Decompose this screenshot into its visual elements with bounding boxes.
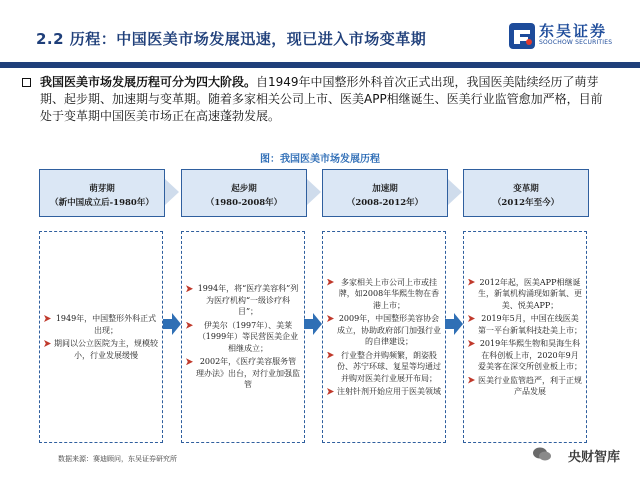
checkbox-bullet-icon (22, 78, 31, 87)
phase-name: 起步期 (231, 184, 257, 194)
intro-bold-lead: 我国医美市场发展历程可分为四大阶段。 (40, 75, 257, 89)
phase-name: 变革期 (513, 184, 539, 194)
logo-icon (508, 22, 536, 50)
phase-years: （2012年至今） (492, 198, 560, 208)
phase-years: （新中国成立后-1980年） (50, 198, 154, 208)
phase-detail-4 (463, 231, 587, 443)
phase-detail-1 (39, 231, 163, 443)
list-item: 2002年，《医疗美容服务管理办法》出台，对行业加强监管 (186, 356, 300, 391)
wechat-icon (532, 446, 552, 462)
chevron-right-icon (448, 179, 462, 205)
phase-detail-3 (322, 231, 446, 443)
bullet-arrow-icon (44, 340, 51, 347)
list-item: 2009年，中国整形美容协会成立，协助政府部门加强行业的自律建设； (327, 313, 441, 348)
list-item: 注射针剂开始应用于医美领域 (327, 386, 441, 398)
bullet-arrow-icon (327, 388, 334, 395)
list-item: 2019年华熙生物和昊海生科在科创板上市，2020年9月爱美客在深交所创业板上市； (468, 338, 582, 373)
phase-header-2 (181, 169, 307, 217)
phase-header-4 (463, 169, 589, 217)
logo-name-en: SOOCHOW SECURITIES (539, 39, 613, 46)
list-item: 行业整合并购频繁，朗姿股份、苏宁环球、复星等均通过并购对医美行业展开布局； (327, 350, 441, 385)
brand-logo (508, 18, 624, 52)
list-item: 2019年5月，中国在线医美第一平台新氧科技赴美上市； (468, 313, 582, 336)
phase-detail-2 (181, 231, 305, 443)
phase-name: 加速期 (372, 184, 398, 194)
figure-title: 图：我国医美市场发展历程 (260, 154, 380, 165)
bullet-arrow-icon (327, 352, 334, 359)
bullet-arrow-icon (468, 340, 475, 347)
bullet-arrow-icon (468, 377, 475, 384)
list-item: 1949年，中国整形外科正式出现； (44, 313, 158, 336)
intro-paragraph (40, 74, 612, 125)
arrow-right-icon (163, 313, 181, 335)
list-item: 伊美尔（1997年）、美莱（1999年）等民营医美企业相继成立； (186, 320, 300, 355)
list-item: 期间以公立医院为主，规模较小，行业发展缓慢 (44, 338, 158, 361)
list-item: 多家相关上市公司上市或挂牌，如2008年华熙生物在香港上市； (327, 277, 441, 312)
logo-name-cn: 东吴证券 (539, 22, 608, 40)
bullet-arrow-icon (186, 358, 193, 365)
intro-body: 自1949年中国整形外科首次正式出现，我国医美陆续经历了萌芽期、起步期、加速期与变革期。随着多家相关公司上市、医美APP相继诞生、医美行业监管愈加严格，目前处于变革期中国医美市场正在高速蓬勃发展。 (40, 75, 603, 123)
list-item: 医美行业监管趋严，利于正规产品发展 (468, 375, 582, 398)
arrow-right-icon (445, 313, 463, 335)
phase-name: 萌芽期 (89, 184, 115, 194)
page-title: 2.2 历程：中国医美市场发展迅速，现已进入市场变革期 (36, 30, 427, 48)
chevron-right-icon (307, 179, 321, 205)
bullet-arrow-icon (186, 285, 193, 292)
header-divider (0, 62, 640, 68)
source-note: 数据来源：赛迪顾问，东吴证券研究所 (58, 455, 177, 463)
phase-header-3 (322, 169, 448, 217)
bullet-arrow-icon (186, 322, 193, 329)
phase-years: （2008-2012年） (346, 198, 424, 208)
bullet-arrow-icon (468, 315, 475, 322)
phase-header-1 (39, 169, 165, 217)
chevron-right-icon (165, 179, 179, 205)
list-item: 2012年起，医美APP相继诞生，新氧机构涌现如新氧、更美、悦美APP； (468, 277, 582, 312)
bullet-arrow-icon (327, 279, 334, 286)
bullet-arrow-icon (327, 315, 334, 322)
phase-years: （1980-2008年） (205, 198, 283, 208)
bullet-arrow-icon (44, 315, 51, 322)
list-item: 1994年，将“医疗美容科”列为医疗机构“一级诊疗科目”； (186, 283, 300, 318)
watermark-text: 央财智库 (567, 450, 620, 465)
bullet-arrow-icon (468, 279, 475, 286)
arrow-right-icon (304, 313, 322, 335)
